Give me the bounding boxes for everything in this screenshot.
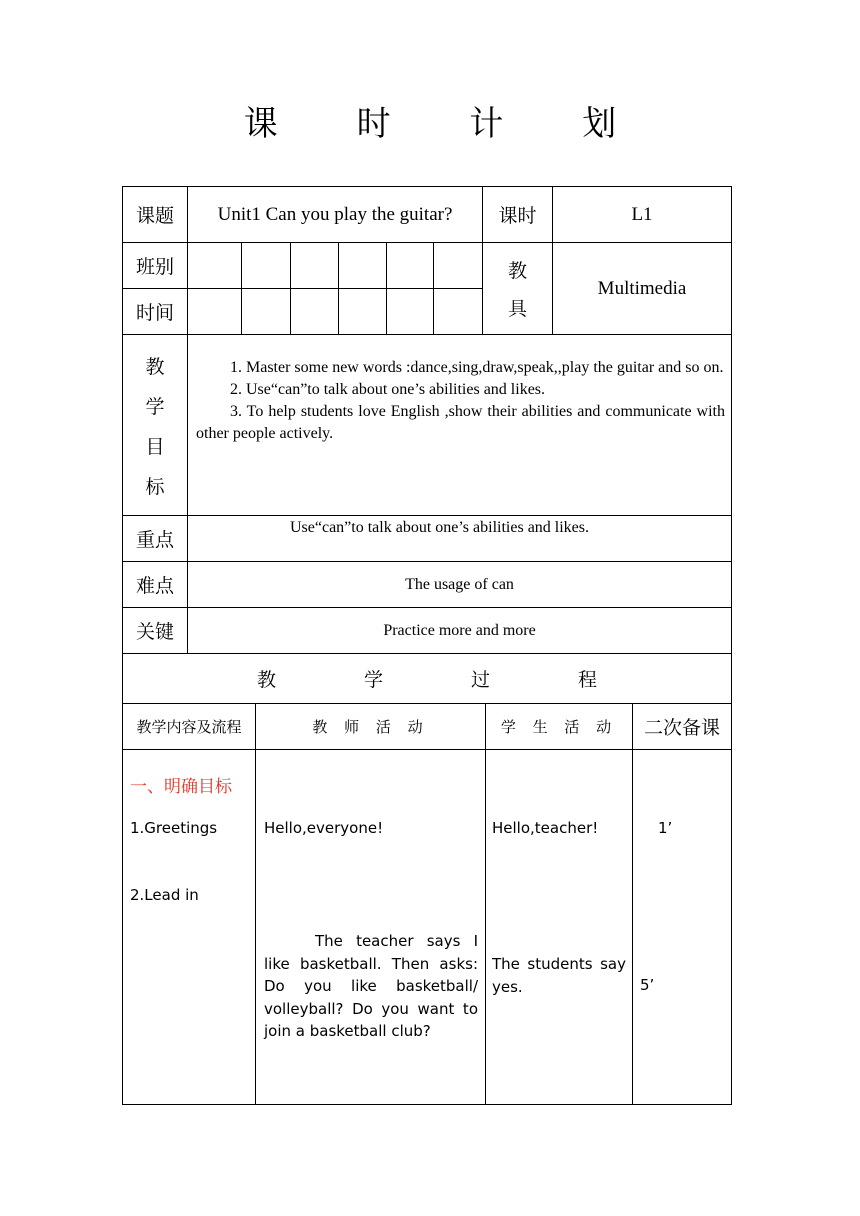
col-header-student: 学 生 活 动 <box>485 703 633 750</box>
time-cell <box>187 288 242 335</box>
time-greetings: 1’ <box>658 819 673 837</box>
process-col-teacher <box>255 749 486 1105</box>
crux-label: 关键 <box>122 607 188 654</box>
time-cell <box>433 288 483 335</box>
difficulty-label: 难点 <box>122 561 188 608</box>
time-cell <box>241 288 291 335</box>
student-greeting: Hello,teacher! <box>492 819 599 837</box>
period-label: 课时 <box>482 186 553 243</box>
goals-content <box>187 334 732 516</box>
class-cell <box>386 242 434 289</box>
goals-label <box>122 334 188 516</box>
key-text: Use“can”to talk about one’s abilities and likes. <box>289 519 590 536</box>
time-cell <box>386 288 434 335</box>
section-heading: 一、明确目标 <box>130 777 232 797</box>
aids-value: Multimedia <box>552 242 732 335</box>
goals-label-char: 标 <box>145 475 165 498</box>
step-lead-in: 2.Lead in <box>130 886 199 904</box>
period-value: L1 <box>552 186 732 243</box>
goals-label-char: 目 <box>145 435 165 458</box>
col-header-teacher: 教 师 活 动 <box>255 703 486 750</box>
process-col-content <box>122 749 256 1105</box>
process-heading-char: 教 <box>256 669 276 691</box>
teacher-lead-in <box>264 930 478 1043</box>
crux-value: Practice more and more <box>187 607 732 654</box>
difficulty-value: The usage of can <box>187 561 732 608</box>
page-title: 课 时 计 划 <box>243 104 651 144</box>
goals-label-char: 学 <box>145 395 165 418</box>
step-greetings: 1.Greetings <box>130 819 218 837</box>
key-label: 重点 <box>122 515 188 562</box>
goals-label-char: 教 <box>145 355 165 378</box>
topic-value: Unit1 Can you play the guitar? <box>187 186 483 243</box>
goal-item: 2. Use“can”to talk about one’s abilities and likes. <box>230 381 546 398</box>
process-heading-char: 过 <box>471 669 491 691</box>
time-lead-in: 5’ <box>640 976 655 994</box>
aids-label-char: 教 <box>507 260 527 283</box>
col-header-content-text: 教学内容及流程 <box>136 717 242 736</box>
class-cell <box>290 242 339 289</box>
time-label: 时间 <box>122 288 188 335</box>
time-cell <box>290 288 339 335</box>
goal-item: 3. To help students love English ,show their abilities and communicate with other people actively. <box>196 403 725 442</box>
topic-label: 课题 <box>122 186 188 243</box>
col-header-content <box>122 703 256 750</box>
class-cell <box>433 242 483 289</box>
process-heading <box>122 653 732 704</box>
class-cell <box>187 242 242 289</box>
aids-label <box>482 242 553 335</box>
process-heading-char: 学 <box>363 669 383 691</box>
teacher-greeting: Hello,everyone! <box>264 819 384 837</box>
teacher-lead-in-text: The teacher says I like basketball. Then asks: Do you like basketball/ volleyball? Do you want to join a basketball club? <box>264 932 478 1040</box>
class-cell <box>241 242 291 289</box>
time-cell <box>338 288 387 335</box>
col-header-notes: 二次备课 <box>632 703 732 750</box>
goal-item: 1. Master some new words :dance,sing,draw,speak,,play the guitar and so on. <box>230 359 724 376</box>
process-heading-char: 程 <box>578 669 598 691</box>
student-lead-in-text: The students say yes. <box>492 955 626 996</box>
class-label: 班别 <box>122 242 188 289</box>
process-col-student <box>485 749 633 1105</box>
key-value <box>187 515 732 562</box>
aids-label-char: 具 <box>507 297 527 320</box>
class-cell <box>338 242 387 289</box>
process-col-notes <box>632 749 732 1105</box>
student-lead-in <box>492 953 626 998</box>
